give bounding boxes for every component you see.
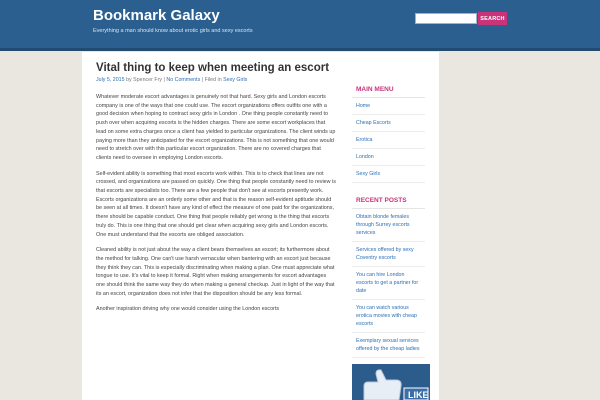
like-text: LIKE — [408, 390, 429, 400]
site-tagline: Everything a man should know about erotic girls and sexy escorts — [93, 28, 253, 34]
category-link[interactable]: Sexy Girls — [223, 77, 248, 83]
recent-post-item — [352, 209, 425, 242]
post-paragraph: Whatever moderate escort advantages is genuinely not that hard. Sexy girls and London escorts company is one of the ways that one could use. The escort organizations offers outfits one with a good decision when hoping to contract sexy girls in London . One thing people constantly need to push over when acquiring escorts is the hidden charges. There are some escort workplaces that lead on some extra charges once a client has yielded to particular organizations. The client winds up paying more than they anticipated for the escort organizations. This is not something that one would need to stretch over with this particular escort organization. There are no covered charges that clients need to oversee in employing London escorts. — [96, 94, 336, 161]
sidebar — [352, 80, 425, 366]
post-date[interactable]: July 5, 2015 — [96, 77, 125, 83]
post-paragraph: Cleaned ability is not just about the way a client bears themselves an escort; its furthermore about the method for talking. One can't use harsh vernacular when bantering with an escort just because they think they can. This is especially discriminating when making a plan. One must appreciate what tongue to use. It's vital to keep it formal. Right when making arrangements for escort advantages one should think the same way they do when making a general checkup. Just in light of the way that its an escort, organization does not infer that the disposition should be any less formal. — [96, 247, 335, 297]
main-menu-widget — [352, 80, 425, 183]
recent-posts-title: RECENT POSTS — [352, 191, 425, 209]
post-paragraph: Self-evident ability is something that most escorts work within. This is to check that lines are not crossed, and organizations are passed on quickly. One thing that people constantly need to review is that escorts are specialists too. There are a few people that don't see at escorts presently work. Escorts organizations are an orderly some other and that is the reason self-evident aptitude should be seen at all times. It doesn't have any kind of effect the measure of one paid for the organizations, there should be capable conduct. One thing that people reliably get wrong is the thing that escorts truly do. This is one thing that one should get clear when acquiring sexy girls and London escorts. One must understand that the escorts are obliged association. — [96, 170, 336, 238]
thumbs-up-icon — [352, 364, 430, 400]
facebook-like-image[interactable] — [352, 364, 430, 400]
menu-item-erotica — [352, 132, 425, 149]
meta-separator: | — [201, 77, 204, 83]
menu-link[interactable]: Cheap Escorts — [356, 120, 391, 126]
post-title[interactable]: Vital thing to keep when meeting an escort — [96, 62, 330, 74]
recent-post-item — [352, 242, 425, 267]
recent-post-link[interactable]: You can watch various erotica movies with cheap escorts — [356, 305, 417, 327]
main-menu-list — [352, 98, 425, 183]
recent-posts-list — [352, 209, 425, 358]
menu-link[interactable]: London — [356, 154, 374, 160]
meta-separator: | — [163, 77, 165, 83]
menu-link[interactable]: Home — [356, 103, 371, 109]
recent-post-link[interactable]: You can hire London escorts to get a partner for date — [356, 272, 419, 294]
recent-post-item — [352, 300, 425, 333]
main-content — [96, 62, 336, 321]
post-paragraph: Another inspiration driving why one would consider using the London escorts — [96, 306, 280, 313]
site-title[interactable]: Bookmark Galaxy — [93, 7, 220, 24]
search-input[interactable] — [415, 13, 477, 24]
menu-item-london — [352, 149, 425, 166]
recent-post-link[interactable]: Obtain blonde females through Surrey escorts services — [356, 214, 410, 236]
recent-post-item — [352, 267, 425, 300]
post-by: by — [126, 77, 132, 83]
recent-post-link[interactable]: Exemplary sexual services offered by the cheap ladies — [356, 338, 420, 352]
main-menu-title: MAIN MENU — [352, 80, 425, 98]
post-meta — [96, 77, 336, 83]
site-header — [0, 0, 600, 51]
recent-post-item — [352, 333, 425, 358]
menu-link[interactable]: Erotica — [356, 137, 373, 143]
post-author: Spencer Fry — [133, 77, 163, 83]
menu-link[interactable]: Sexy Girls — [356, 171, 381, 177]
menu-item-sexy-girls — [352, 166, 425, 183]
post-body — [96, 93, 336, 314]
recent-posts-widget — [352, 191, 425, 358]
recent-post-link[interactable]: Services offered by sexy Coventry escorts — [356, 247, 414, 261]
filed-in-label: Filed in — [204, 77, 222, 83]
search-button[interactable]: SEARCH — [478, 12, 507, 25]
menu-item-cheap-escorts — [352, 115, 425, 132]
comments-link[interactable]: No Comments — [166, 77, 201, 83]
menu-item-home — [352, 98, 425, 115]
